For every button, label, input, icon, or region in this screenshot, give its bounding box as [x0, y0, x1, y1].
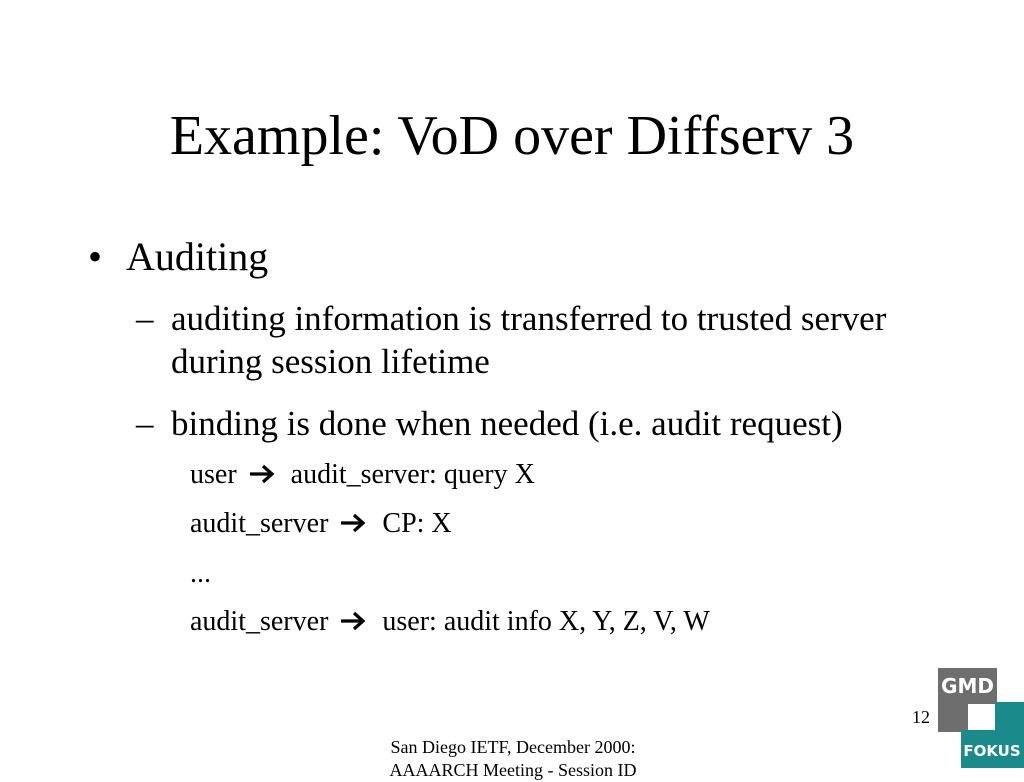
dash-marker: –	[136, 404, 154, 443]
detail-to: CP: X	[382, 508, 452, 539]
arrow-right-icon	[250, 464, 278, 484]
detail-line-4	[190, 605, 710, 639]
sub-item-text: auditing information is transferred to trusted server during session lifetime	[171, 299, 887, 381]
logo-grey-stem	[938, 704, 968, 732]
detail-line-1	[190, 458, 535, 492]
gmd-fokus-logo	[935, 668, 1024, 768]
slide-footer	[348, 736, 678, 782]
bullet-dot: •	[88, 234, 103, 279]
dash-marker: –	[136, 299, 154, 338]
detail-ellipsis: ...	[190, 558, 211, 589]
detail-to: audit_server: query X	[290, 459, 535, 490]
bullet-label: Auditing	[126, 234, 269, 279]
page-number: 12	[912, 707, 930, 727]
logo-teal-arm	[995, 702, 1024, 734]
footer-line: San Diego IETF, December 2000:	[390, 737, 636, 757]
logo-text-gmd: GMD	[941, 674, 994, 698]
detail-to: user: audit info X, Y, Z, V, W	[382, 606, 710, 637]
logo-text-fokus: FOKUS	[963, 742, 1021, 760]
detail-line-2	[190, 507, 452, 541]
arrow-right-icon	[341, 611, 369, 631]
detail-line-3	[190, 557, 211, 591]
slide-title: Example: VoD over Diffserv 3	[169, 105, 855, 167]
footer-line: AAAARCH Meeting - Session ID	[389, 760, 637, 780]
sub-item-text: binding is done when needed (i.e. audit request)	[171, 404, 843, 443]
arrow-right-icon	[341, 513, 369, 533]
detail-from: audit_server	[190, 606, 329, 637]
detail-from: user	[190, 459, 237, 490]
detail-from: audit_server	[190, 508, 329, 539]
